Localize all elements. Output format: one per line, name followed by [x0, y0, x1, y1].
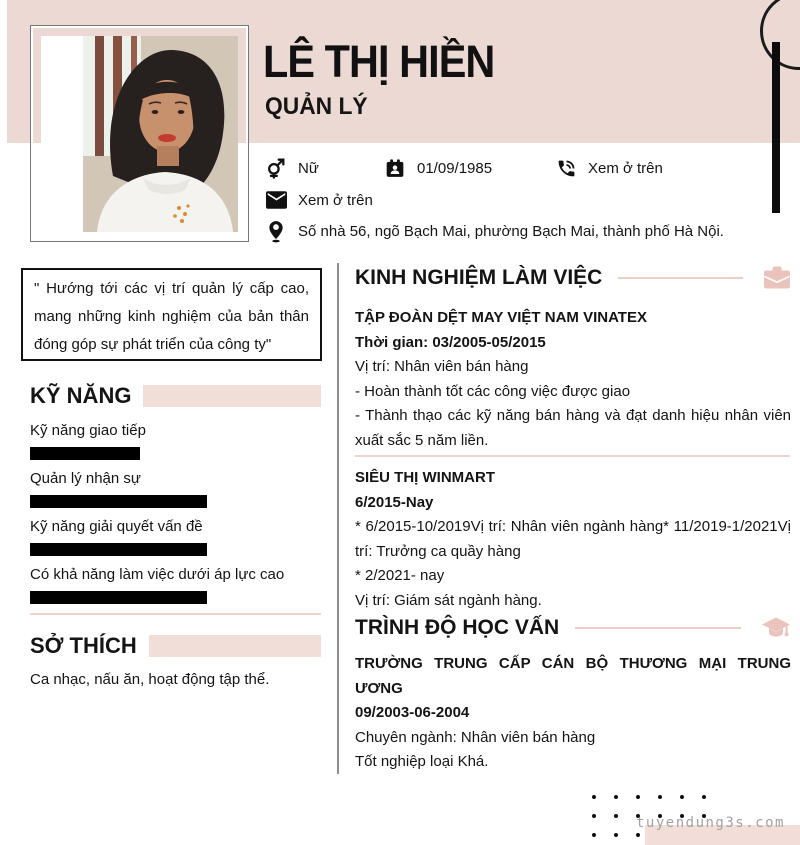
objective-quote: " Hướng tới các vị trí quản lý cấp cao, mang những kinh nghiệm của bản thân đóng góp sự phát triển của công ty"	[21, 268, 322, 361]
phone-value: Xem ở trên	[588, 159, 663, 177]
person-name: LÊ THỊ HIỀN	[263, 36, 495, 87]
education-line: Chuyên ngành: Nhân viên bán hàng	[355, 728, 596, 746]
company-name: TẬP ĐOÀN DỆT MAY VIỆT NAM VINATEX	[355, 309, 647, 326]
experience-heading-line	[618, 277, 743, 279]
experience-heading-text: KINH NGHIỆM LÀM VIỆC	[355, 266, 603, 289]
skills-section-heading	[30, 383, 321, 409]
experience-line: * 6/2015-10/2019Vị trí: Nhân viên ngành hàng* 11/2019-1/2021Vị trí: Trưởng ca quầy hàng	[355, 518, 791, 560]
education-line: Tốt nghiệp loại Khá.	[355, 753, 489, 770]
experience-entry	[355, 306, 791, 453]
contact-birthday	[384, 156, 492, 180]
experience-line: Vị trí: Giám sát ngành hàng.	[355, 591, 542, 609]
hobbies-heading-text: SỞ THÍCH	[30, 633, 137, 658]
skill-level-bar	[30, 447, 140, 460]
location-pin-icon	[265, 220, 287, 242]
education-entry	[355, 652, 791, 775]
skill-level-bar	[30, 495, 207, 508]
column-divider	[337, 263, 339, 774]
hobbies-text: Ca nhạc, nấu ăn, hoạt động tập thể.	[30, 671, 270, 688]
hobbies-section-heading	[30, 633, 321, 659]
skill-item	[30, 517, 321, 556]
education-heading-line	[575, 627, 741, 629]
email-icon	[265, 189, 287, 211]
watermark-text: tuyendung3s.com	[636, 815, 785, 831]
skill-label: Kỹ năng giải quyết vấn đề	[30, 518, 203, 535]
skills-list	[30, 421, 321, 613]
contact-email	[265, 188, 373, 212]
birthday-badge-icon	[384, 157, 406, 179]
decorative-bar	[772, 42, 780, 213]
skill-item	[30, 469, 321, 508]
skill-label: Quản lý nhận sự	[30, 470, 141, 487]
experience-line: - Thành thạo các kỹ năng bán hàng và đạt danh hiệu nhân viên xuất sắc 5 năm liền.	[355, 407, 791, 449]
experience-line: Vị trí: Nhân viên bán hàng	[355, 358, 529, 375]
education-section-heading	[355, 616, 791, 640]
experience-line: * 2/2021- nay	[355, 567, 445, 584]
experience-divider	[355, 455, 790, 457]
skill-level-bar	[30, 591, 207, 604]
graduation-cap-icon	[761, 617, 791, 640]
education-time: 09/2003-06-2004	[355, 704, 470, 721]
skill-item	[30, 565, 321, 604]
email-value: Xem ở trên	[298, 191, 373, 209]
contact-phone	[555, 156, 663, 180]
skills-heading-accent-block	[143, 385, 321, 407]
experience-time: Thời gian: 03/2005-05/2015	[355, 333, 546, 351]
left-section-divider	[30, 613, 321, 615]
gender-icon	[265, 157, 287, 179]
experience-line: - Hoàn thành tốt các công việc được giao	[355, 382, 631, 400]
briefcase-icon	[763, 266, 791, 290]
skill-label: Kỹ năng giao tiếp	[30, 422, 146, 439]
school-name: TRƯỜNG TRUNG CẤP CÁN BỘ THƯƠNG MẠI TRUNG ƯƠNG	[355, 655, 791, 697]
education-heading-text: TRÌNH ĐỘ HỌC VẤN	[355, 616, 560, 639]
experience-time: 6/2015-Nay	[355, 493, 434, 511]
skill-item	[30, 421, 321, 460]
address-value: Số nhà 56, ngõ Bạch Mai, phường Bạch Mai, thành phố Hà Nội.	[298, 222, 724, 240]
phone-icon	[555, 157, 577, 179]
experience-section-heading	[355, 266, 791, 290]
profile-photo	[83, 36, 238, 232]
skill-label: Có khả năng làm việc dưới áp lực cao	[30, 566, 285, 583]
gender-value: Nữ	[298, 159, 319, 177]
experience-entry	[355, 466, 791, 613]
hobbies-heading-accent-block	[149, 635, 321, 657]
birthday-value: 01/09/1985	[417, 159, 493, 177]
company-name: SIÊU THỊ WINMART	[355, 469, 495, 486]
skill-level-bar	[30, 543, 207, 556]
person-title: QUẢN LÝ	[265, 93, 368, 120]
skills-heading-text: KỸ NĂNG	[30, 383, 132, 408]
contact-gender	[265, 156, 319, 180]
contact-address	[265, 219, 724, 243]
